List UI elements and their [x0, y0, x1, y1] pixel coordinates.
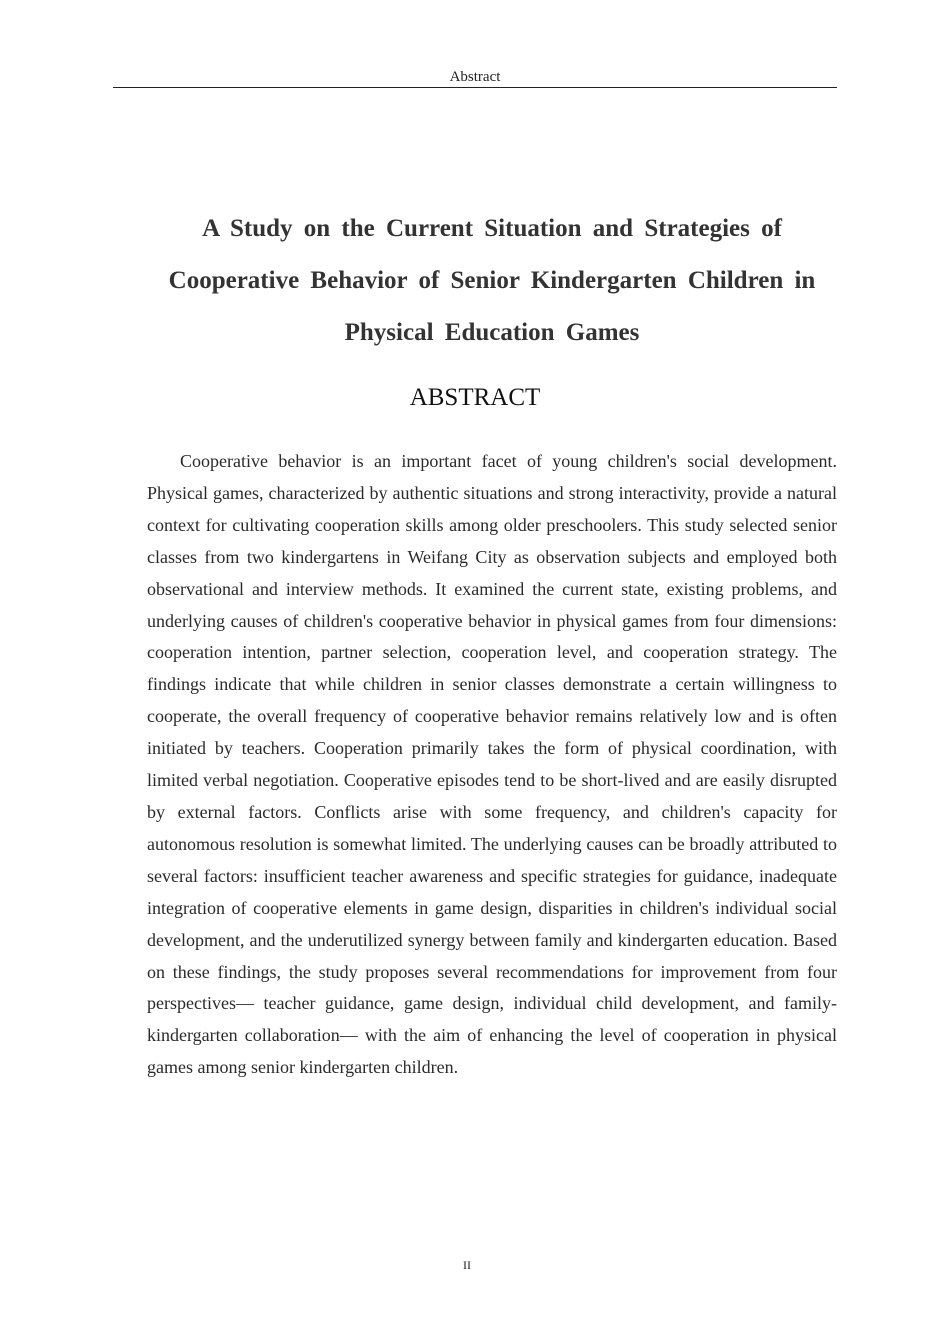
abstract-heading: ABSTRACT — [409, 384, 541, 411]
abstract-body: Cooperative behavior is an important facet of young children's social development. Physical games, characterized by authentic situations and strong interactivity, provide a natural context for cultivating cooperation skills among older preschoolers. This study selected senior classes from two kindergartens in Weifang City as observation subjects and employed both observational and interview methods. It examined the current state, existing problems, and underlying causes of children's cooperative behavior in physical games from four dimensions: cooperation intention, partner selection, cooperation level, and cooperation strategy. The findings indicate that while children in senior classes demonstrate a certain willingness to cooperate, the overall frequency of cooperative behavior remains relatively low and is often initiated by teachers. Cooperation primarily takes the form of physical coordination, with limited verbal negotiation. Cooperative episodes tend to be short-lived and are easily disrupted by external factors. Conflicts arise with some frequency, and children's capacity for autonomous resolution is somewhat limited. The underlying causes can be broadly attributed to several factors: insufficient teacher awareness and specific strategies for guidance, inadequate integration of cooperative elements in game design, disparities in children's individual social development, and the underutilized synergy between family and kindergarten education. Based on these findings, the study proposes several recommendations for improvement from four perspectives— teacher guidance, game design, individual child development, and family-kindergarten collaboration— with the aim of enhancing the level of cooperation in physical games among senior kindergarten children. — [147, 451, 837, 1078]
running-header: Abstract — [449, 69, 501, 85]
header-rule — [113, 87, 837, 88]
paper-title: A Study on the Current Situation and Strategies of Cooperative Behavior of Senior Kindergarten Children in Physical Education Games — [168, 215, 816, 346]
page-number: II — [463, 1258, 471, 1272]
